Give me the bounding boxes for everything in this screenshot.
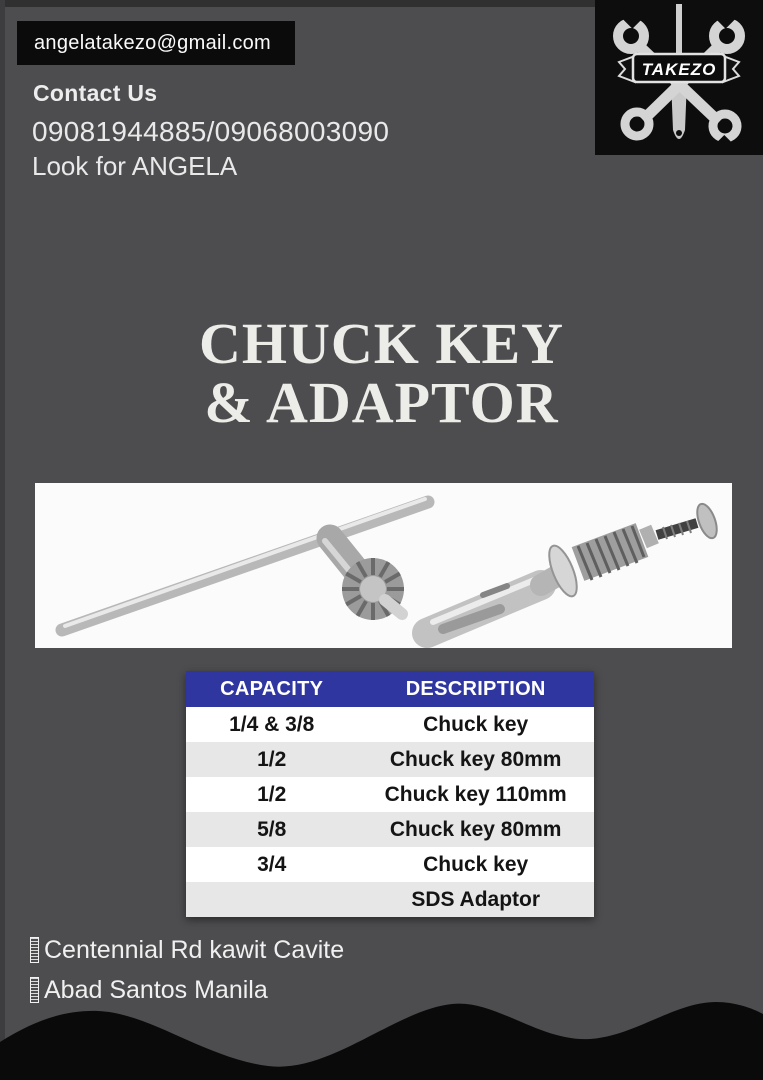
logo-text: TAKEZO: [641, 60, 717, 79]
column-header-description: DESCRIPTION: [357, 671, 594, 707]
table-row: [186, 707, 594, 742]
location-pin-icon: [30, 937, 39, 963]
title-line-1: CHUCK KEY: [198, 311, 565, 376]
table-header-row: [186, 671, 594, 707]
chuck-key-and-adaptor-image: [35, 483, 732, 648]
capacity-cell: 1/2: [186, 777, 357, 812]
capacity-cell: 3/4: [186, 847, 357, 882]
table-row: [186, 882, 594, 917]
table-row: [186, 812, 594, 847]
capacity-cell: 1/2: [186, 742, 357, 777]
description-cell: Chuck key: [357, 847, 594, 882]
description-cell: Chuck key 80mm: [357, 812, 594, 847]
email-badge[interactable]: [17, 21, 295, 65]
chuck-key-drawing: [62, 499, 428, 630]
product-photo: [35, 483, 732, 648]
capacity-cell: 5/8: [186, 812, 357, 847]
bottom-wave-decoration: [0, 998, 763, 1080]
table-row: [186, 847, 594, 882]
capacity-cell: [186, 882, 357, 917]
left-edge-shadow: [0, 0, 5, 1080]
capacity-cell: 1/4 & 3/8: [186, 707, 357, 742]
logo-banner: [619, 54, 739, 82]
brand-logo: [595, 0, 763, 155]
page-title: [0, 311, 763, 436]
capacity-description-table: [186, 671, 594, 917]
email-text: angelatakezo@gmail.com: [34, 31, 272, 54]
title-line-2: & ADAPTOR: [204, 370, 559, 436]
location-text: Centennial Rd kawit Cavite: [44, 935, 345, 964]
table-row: [186, 777, 594, 812]
tools-logo-icon: [595, 0, 763, 155]
location-row: [30, 930, 344, 970]
table-row: [186, 742, 594, 777]
phone-numbers[interactable]: 09081944885/09068003090: [32, 116, 390, 147]
column-header-capacity: CAPACITY: [186, 671, 357, 707]
location-text: Abad Santos Manila: [44, 975, 268, 1004]
contact-person: Look for ANGELA: [32, 151, 238, 181]
contact-us-label: Contact Us: [33, 80, 158, 106]
description-cell: SDS Adaptor: [357, 882, 594, 917]
sds-adaptor-drawing: [427, 501, 721, 633]
description-cell: Chuck key 110mm: [357, 777, 594, 812]
description-cell: Chuck key: [357, 707, 594, 742]
description-cell: Chuck key 80mm: [357, 742, 594, 777]
